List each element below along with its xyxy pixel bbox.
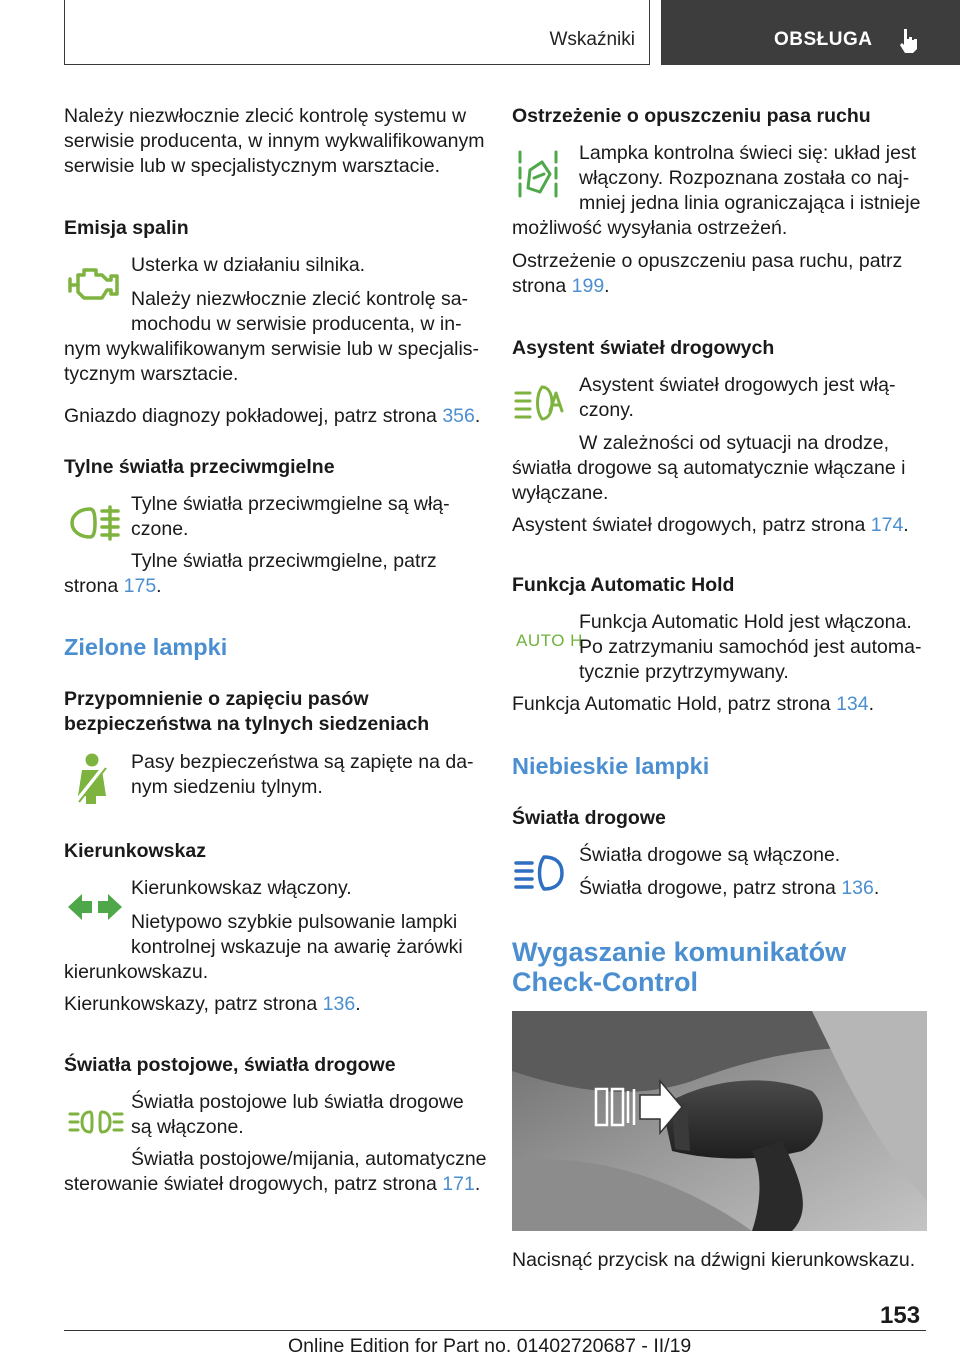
turn-signal-text-4: kierunkowskazu. <box>64 961 209 983</box>
auto-hold-text-1: Funkcja Automatic Hold jest włączona. <box>579 611 912 633</box>
edition-info: Online Edition for Part no. 01402720687 - II/19 <box>288 1335 692 1357</box>
page-link-134[interactable]: 134 <box>836 693 869 715</box>
high-beam-assist-text-4: światła drogowe są automatycznie włączane i <box>512 457 906 479</box>
turn-signal-reference: Kierunkowskazy, patrz strona 136. <box>64 993 361 1015</box>
hand-pointer-icon <box>897 28 921 54</box>
rear-fog-text-1: Tylne światła przeciwmgielne są włą- <box>131 493 450 515</box>
seatbelt-heading-1: Przypomnienie o zapięciu pasów <box>64 688 369 710</box>
high-beam-icon <box>514 853 566 893</box>
turn-signal-text-1: Kierunkowskaz włączony. <box>131 877 352 899</box>
intro-line-1: Należy niezwłocznie zlecić kontrolę systemu w <box>64 105 467 127</box>
check-control-heading-2: Check-Control <box>512 967 699 997</box>
high-beam-assist-text-1: Asystent świateł drogowych jest włą- <box>579 374 896 396</box>
auto-hold-heading: Funkcja Automatic Hold <box>512 574 735 596</box>
auto-hold-text-3: tycznie przytrzymywany. <box>579 661 789 683</box>
chapter-tab-label: OBSŁUGA <box>774 29 873 50</box>
seatbelt-text-2: nym siedzeniu tylnym. <box>131 776 323 798</box>
lane-heading: Ostrzeżenie o opuszczeniu pasa ruchu <box>512 105 871 127</box>
emission-text-3: mochodu w serwisie producenta, w in- <box>131 313 462 335</box>
seatbelt-heading-2: bezpieczeństwa na tylnych siedzeniach <box>64 713 430 735</box>
rear-fog-reference: strona 175. <box>64 575 162 597</box>
engine-check-icon <box>68 263 122 303</box>
parking-heading: Światła postojowe, światła drogowe <box>64 1054 396 1076</box>
intro-line-2: serwisie producenta, w innym wykwalifikowanym <box>64 130 485 152</box>
lane-text-2: włączony. Rozpoznana została co naj- <box>579 167 910 189</box>
high-beam-text-1: Światła drogowe są włączone. <box>579 844 841 866</box>
green-lamps-heading: Zielone lampki <box>64 634 228 660</box>
page-link-356[interactable]: 356 <box>442 405 475 427</box>
parking-text-3: Światła postojowe/mijania, automatyczne <box>131 1148 487 1170</box>
lane-text-4: możliwość wysyłania ostrzeżeń. <box>512 217 788 239</box>
high-beam-assist-reference: Asystent świateł drogowych, patrz strona 174. <box>512 514 909 536</box>
high-beam-assist-icon <box>514 383 564 423</box>
section-title: Wskaźniki <box>549 29 635 50</box>
page-link-136-b[interactable]: 136 <box>841 877 874 899</box>
turn-signal-text-2: Nietypowo szybkie pulsowanie lampki <box>131 911 458 933</box>
high-beam-assist-text-3: W zależności od sytuacji na drodze, <box>579 432 889 454</box>
footer-rule-right <box>862 1330 926 1331</box>
emission-text-4: nym wykwalifikowanym serwisie lub w specjalis- <box>64 338 480 360</box>
emission-text-2: Należy niezwłocznie zlecić kontrolę sa- <box>131 288 469 310</box>
page-link-174[interactable]: 174 <box>870 514 904 536</box>
high-beam-reference: Światła drogowe, patrz strona 136. <box>579 877 880 899</box>
auto-hold-reference: Funkcja Automatic Hold, patrz strona 134. <box>512 693 875 715</box>
turn-signal-heading: Kierunkowskaz <box>64 840 206 862</box>
seatbelt-icon <box>72 752 110 806</box>
page-link-199[interactable]: 199 <box>571 275 605 297</box>
emission-reference: Gniazdo diagnozy pokładowej, patrz strona 356. <box>64 405 481 427</box>
seatbelt-text-1: Pasy bezpieczeństwa są zapięte na da- <box>131 751 474 773</box>
turn-signal-lever-photo <box>512 1011 927 1231</box>
intro-line-3: serwisie lub w specjalistycznym warsztacie. <box>64 155 441 177</box>
parking-light-icon <box>68 1107 124 1137</box>
rear-fog-light-icon <box>68 505 124 541</box>
emission-text-5: tycznym warsztacie. <box>64 363 239 385</box>
high-beam-assist-text-2: czony. <box>579 399 634 421</box>
auto-hold-text-2: Po zatrzymaniu samochód jest automa- <box>579 636 922 658</box>
page-link-171[interactable]: 171 <box>442 1173 475 1195</box>
emission-heading: Emisja spalin <box>64 217 189 239</box>
rear-fog-text-3: Tylne światła przeciwmgielne, patrz <box>131 550 437 572</box>
lane-text-1: Lampka kontrolna świeci się: układ jest <box>579 142 917 164</box>
parking-reference: sterowanie świateł drogowych, patrz strona 171. <box>64 1173 481 1195</box>
page-link-136-a[interactable]: 136 <box>322 993 356 1015</box>
turn-signal-icon <box>66 892 124 922</box>
rear-fog-text-2: czone. <box>131 518 189 540</box>
high-beam-assist-heading: Asystent świateł drogowych <box>512 337 775 359</box>
page-number: 153 <box>880 1302 921 1329</box>
lane-departure-icon <box>516 148 560 200</box>
chapter-tab[interactable] <box>661 0 960 65</box>
lane-text-3: mniej jedna linia ograniczająca i istnieje <box>579 192 921 214</box>
photo-caption: Nacisnąć przycisk na dźwigni kierunkowskazu. <box>512 1249 916 1271</box>
page-link-175[interactable]: 175 <box>123 575 157 597</box>
blue-lamps-heading: Niebieskie lampki <box>512 753 710 779</box>
turn-signal-text-3: kontrolnej wskazuje na awarię żarówki <box>131 936 463 958</box>
header-frame <box>64 0 650 65</box>
lane-reference-1: Ostrzeżenie o opuszczeniu pasa ruchu, patrz <box>512 250 903 272</box>
check-control-heading-1: Wygaszanie komunikatów <box>512 937 847 967</box>
high-beam-heading: Światła drogowe <box>512 807 666 829</box>
rear-fog-heading: Tylne światła przeciwmgielne <box>64 456 335 478</box>
lane-reference-2: strona 199. <box>512 275 610 297</box>
footer-rule <box>64 1330 862 1331</box>
emission-text-1: Usterka w działaniu silnika. <box>131 254 366 276</box>
parking-text-1: Światła postojowe lub światła drogowe <box>131 1091 464 1113</box>
parking-text-2: są włączone. <box>131 1116 244 1138</box>
auto-hold-icon: AUTO H <box>516 631 583 650</box>
high-beam-assist-text-5: wyłączane. <box>512 482 609 504</box>
